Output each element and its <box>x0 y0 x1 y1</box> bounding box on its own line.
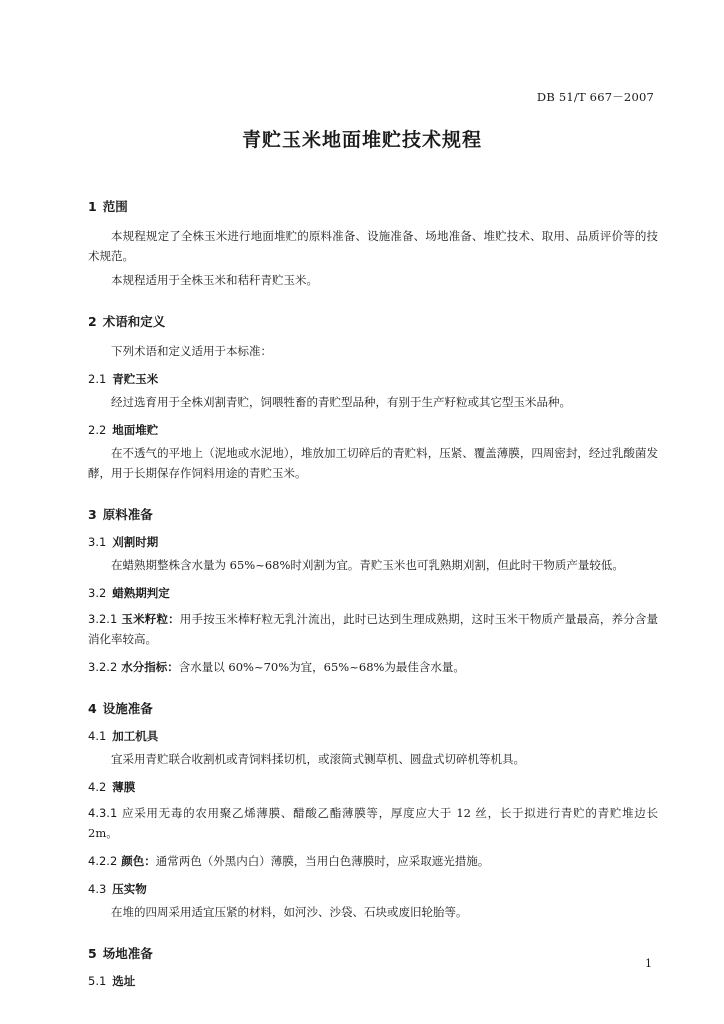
subsection-number: 4.3 <box>88 882 107 896</box>
clause-number: 4.3.1 <box>88 806 118 820</box>
section-heading-3 <box>88 505 658 523</box>
subsection-title: 加工机具 <box>112 729 159 743</box>
section-heading-4 <box>88 699 658 717</box>
subsection-number: 3.2 <box>88 586 107 600</box>
paragraph: 本规程规定了全株玉米进行地面堆贮的原料准备、设施准备、场地准备、堆贮技术、取用、品质评价等的技术规范。 <box>88 229 658 263</box>
subsection-title: 选址 <box>112 974 136 988</box>
section-number: 4 <box>88 701 97 716</box>
clause-number: 3.2.1 <box>88 612 118 626</box>
subsection-number: 2.1 <box>88 372 107 386</box>
subsection-number: 3.1 <box>88 535 107 549</box>
clause-4-3-1 <box>88 803 658 843</box>
section-title: 术语和定义 <box>102 314 166 329</box>
clause-text: 用手按玉米棒籽粒无乳汁流出，此时已达到生理成熟期，这时玉米干物质产量最高，养分含量消化率较高。 <box>88 612 659 646</box>
clause-3-2-2 <box>88 657 658 677</box>
paragraph: 经过选育用于全株刈割青贮，饲喂牲畜的青贮型品种，有别于生产籽粒或其它型玉米品种。 <box>111 395 571 409</box>
section-heading-2 <box>88 312 658 330</box>
section-number: 5 <box>88 946 97 961</box>
subsection-heading-4-1 <box>88 728 658 744</box>
clause-4-2-2 <box>88 851 658 871</box>
subsection-number: 5.1 <box>88 974 107 988</box>
subsection-number: 2.2 <box>88 423 107 437</box>
subsection-heading-3-1 <box>88 534 658 550</box>
subsection-heading-4-3 <box>88 881 658 897</box>
subsection-heading-5-1 <box>88 973 658 989</box>
clause-number: 4.2.2 <box>88 854 118 868</box>
page-number: 1 <box>645 957 652 970</box>
section-title: 原料准备 <box>102 507 153 522</box>
section-number: 2 <box>88 314 97 329</box>
subsection-number: 4.1 <box>88 729 107 743</box>
section-title: 范围 <box>102 199 128 214</box>
clause-3-2-1 <box>88 609 658 649</box>
section-number: 3 <box>88 507 97 522</box>
paragraph: 本规程适用于全株玉米和秸秆青贮玉米。 <box>111 273 318 287</box>
section-number: 1 <box>88 199 97 214</box>
section-heading-5 <box>88 944 658 962</box>
subsection-title: 薄膜 <box>112 780 136 794</box>
clause-number: 3.2.2 <box>88 660 118 674</box>
clause-text: 应采用无毒的农用聚乙烯薄膜、醋酸乙酯薄膜等，厚度应大于 12 丝，长于拟进行青贮的青贮堆边长 2m。 <box>88 806 658 840</box>
paragraph: 下列术语和定义适用于本标准： <box>111 344 272 358</box>
subsection-heading-2-2 <box>88 422 658 438</box>
paragraph: 在蜡熟期整株含水量为 65%~68%时刈割为宜。青贮玉米也可乳熟期刈割，但此时干物质产量较低。 <box>111 558 624 572</box>
paragraph: 在堆的四周采用适宜压紧的材料，如河沙、沙袋、石块或废旧轮胎等。 <box>111 905 468 919</box>
section-heading-1 <box>88 197 658 215</box>
subsection-title: 蜡熟期判定 <box>112 586 170 600</box>
subsection-heading-3-2 <box>88 585 658 601</box>
clause-label: 颜色： <box>121 854 156 868</box>
subsection-title: 压实物 <box>112 882 147 896</box>
section-title: 场地准备 <box>102 946 153 961</box>
subsection-number: 4.2 <box>88 780 107 794</box>
clause-label: 玉米籽粒： <box>121 612 180 626</box>
subsection-title: 刈割时期 <box>112 535 159 549</box>
paragraph: 宜采用青贮联合收割机或青饲料揉切机，或滚筒式铡草机、圆盘式切碎机等机具。 <box>111 752 525 766</box>
subsection-heading-4-2 <box>88 779 658 795</box>
paragraph: 在不透气的平地上（泥地或水泥地），堆放加工切碎后的青贮料，压紧、覆盖薄膜，四周密封，经过乳酸菌发酵，用于长期保存作饲料用途的青贮玉米。 <box>88 446 658 480</box>
section-title: 设施准备 <box>102 701 153 716</box>
clause-text: 通常两色（外黑内白）薄膜，当用白色薄膜时，应采取遮光措施。 <box>155 854 490 868</box>
document-title: 青贮玉米地面堆贮技术规程 <box>241 129 482 151</box>
subsection-title: 青贮玉米 <box>112 372 159 386</box>
clause-text: 含水量以 60%~70%为宜，65%~68%为最佳含水量。 <box>178 660 465 674</box>
subsection-title: 地面堆贮 <box>112 423 159 437</box>
clause-label: 水分指标： <box>121 660 179 674</box>
subsection-heading-2-1 <box>88 371 658 387</box>
document-code: DB 51/T 667－2007 <box>536 90 654 104</box>
document-body <box>88 193 658 994</box>
